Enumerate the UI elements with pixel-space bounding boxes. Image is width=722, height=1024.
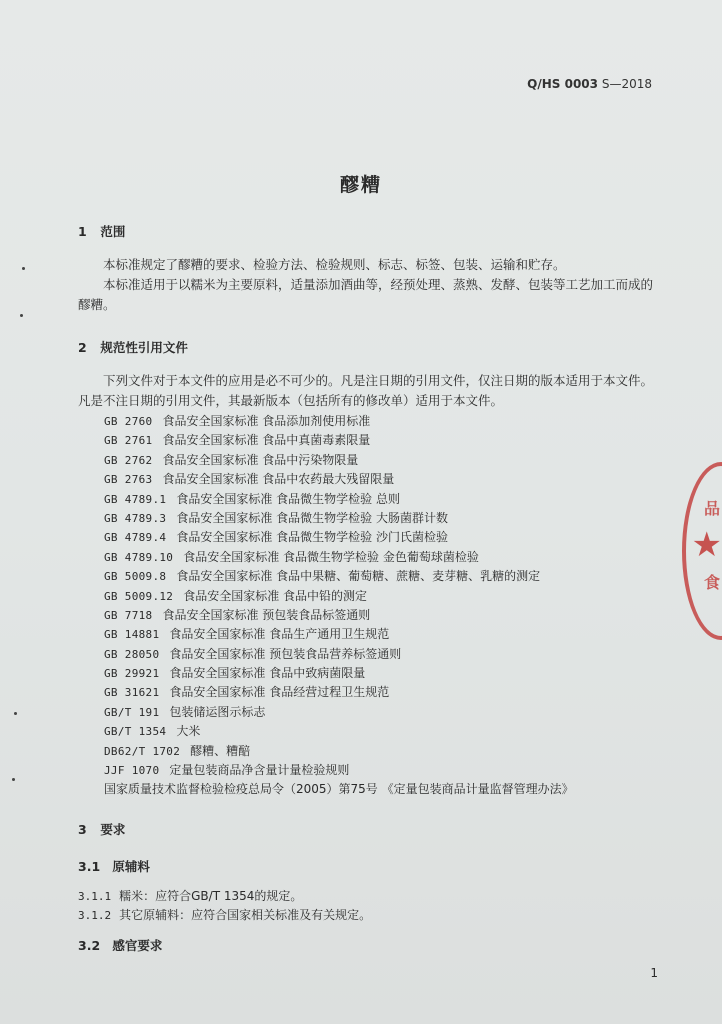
reference-item [104,722,574,741]
reference-title: 食品安全国家标准 食品微生物学检验 金色葡萄球菌检验 [183,549,479,564]
margin-speck [22,267,25,270]
reference-code: GB 2762 [104,453,153,467]
section-2-paragraph: 下列文件对于本文件的应用是必不可少的。凡是注日期的引用文件，仅注日期的版本适用于本文件。凡是不注日期的引用文件，其最新版本（包括所有的修改单）适用于本文件。 [78,373,654,408]
section-number: 3 [78,822,87,837]
reference-title: 食品安全国家标准 食品添加剂使用标准 [162,414,371,428]
reference-code: JJF 1070 [104,764,160,778]
reference-title: 食品安全国家标准 食品微生物学检验 总则 [176,491,400,506]
reference-code: GB 31621 [104,686,160,700]
reference-title: 食品安全国家标准 食品中果糖、葡萄糖、蔗糖、麦芽糖、乳糖的测定 [176,569,541,584]
reference-list [104,412,574,800]
reference-code: GB/T 191 [104,705,160,719]
reference-code: GB 2763 [104,473,153,487]
margin-speck [12,778,15,781]
reference-code: GB 2761 [104,434,153,448]
reference-title: 食品安全国家标准 食品中真菌毒素限量 [162,433,371,448]
reference-code: GB 7718 [104,608,153,622]
section-2-heading [78,338,188,356]
reference-title: 食品安全国家标准 食品中污染物限量 [162,452,359,467]
reference-item [104,412,574,431]
reference-title: 食品安全国家标准 食品微生物学检验 大肠菌群计数 [176,510,448,525]
clause-number: 3.1.1 [78,890,112,903]
subsection-number: 3.1 [78,859,101,874]
reference-title: 定量包装商品净含量计量检验规则 [169,763,350,778]
reference-item [104,645,574,664]
reference-code: DB62/T 1702 [104,744,181,758]
page-number: 1 [650,966,658,980]
section-number: 1 [78,224,87,239]
section-1-paragraph-1: 本标准规定了醪糟的要求、检验方法、检验规则、标志、标签、包装、运输和贮存。 [103,257,566,272]
seal-star-icon: ★ [691,525,722,565]
section-3-heading [78,820,125,838]
reference-code: GB 5009.8 [104,570,167,584]
reference-item [104,470,574,489]
reference-code: GB 28050 [104,647,160,661]
reference-code: GB 4789.4 [104,531,167,545]
subsection-title: 感官要求 [112,938,163,953]
reference-title: 食品安全国家标准 食品中农药最大残留限量 [162,472,395,487]
reference-item [104,567,574,586]
reference-code: GB 14881 [104,628,160,642]
reference-title: 国家质量技术监督检验检疫总局令（2005）第75号 《定量包装商品计量监督管理办法》 [104,782,574,797]
doc-code-main: Q/HS 0003 [527,77,599,91]
reference-item [104,451,574,470]
reference-code: GB 29921 [104,667,160,681]
section-3-2-heading [78,936,162,954]
reference-item [104,548,574,567]
reference-code: GB 4789.3 [104,511,167,525]
reference-code: GB 2760 [104,415,153,428]
reference-item [104,683,574,702]
margin-speck [20,314,23,317]
reference-title: 食品安全国家标准 食品经营过程卫生规范 [169,685,390,700]
clause-text: 糯米：应符合GB/T 1354的规定。 [119,889,303,903]
doc-code-suffix: S—2018 [601,77,652,91]
document-code [527,77,652,91]
clause-number: 3.1.2 [78,909,112,922]
reference-item [104,625,574,644]
reference-title: 食品安全国家标准 食品中铅的测定 [183,588,368,603]
section-title: 要求 [100,822,126,837]
subsection-number: 3.2 [78,938,101,953]
reference-code: GB/T 1354 [104,725,167,739]
reference-code: GB 4789.10 [104,550,174,564]
reference-item [104,587,574,606]
seal-glyph: 食 [703,573,720,592]
reference-item [104,606,574,625]
document-title: 醪糟 [339,174,382,196]
reference-title: 醪糟、糟醅 [190,743,251,758]
clause-text: 其它原辅料：应符合国家相关标准及有关规定。 [119,908,372,922]
reference-code: GB 5009.12 [104,589,174,603]
reference-title: 食品安全国家标准 预包装食品标签通则 [162,607,371,622]
reference-title: 大米 [176,724,201,739]
reference-title: 食品安全国家标准 食品中致病菌限量 [169,666,366,681]
section-1-heading [78,222,125,240]
margin-speck [14,712,17,715]
reference-item [104,742,574,761]
section-title: 范围 [100,224,126,239]
seal-glyph: 品 [703,499,720,518]
clause-3-1-2 [78,906,371,923]
reference-item [104,490,574,509]
reference-code: GB 4789.1 [104,492,167,506]
section-3-1-heading [78,857,150,875]
reference-item [104,528,574,547]
subsection-title: 原辅料 [112,859,150,874]
reference-item [104,703,574,722]
clause-3-1-1 [78,887,302,904]
reference-title: 食品安全国家标准 食品生产通用卫生规范 [169,627,390,642]
reference-item [104,664,574,683]
reference-title: 食品安全国家标准 食品微生物学检验 沙门氏菌检验 [176,530,448,545]
section-title: 规范性引用文件 [100,340,188,355]
reference-item [104,780,574,799]
reference-title: 包装储运图示标志 [169,704,266,719]
reference-item [104,431,574,450]
reference-item [104,761,574,780]
section-1-paragraph-2: 本标准适用于以糯米为主要原料，适量添加酒曲等，经预处理、蒸熟、发酵、包装等工艺加工而成的醪糟。 [78,277,654,312]
section-number: 2 [78,340,87,355]
reference-title: 食品安全国家标准 预包装食品营养标签通则 [169,646,402,661]
reference-item [104,509,574,528]
